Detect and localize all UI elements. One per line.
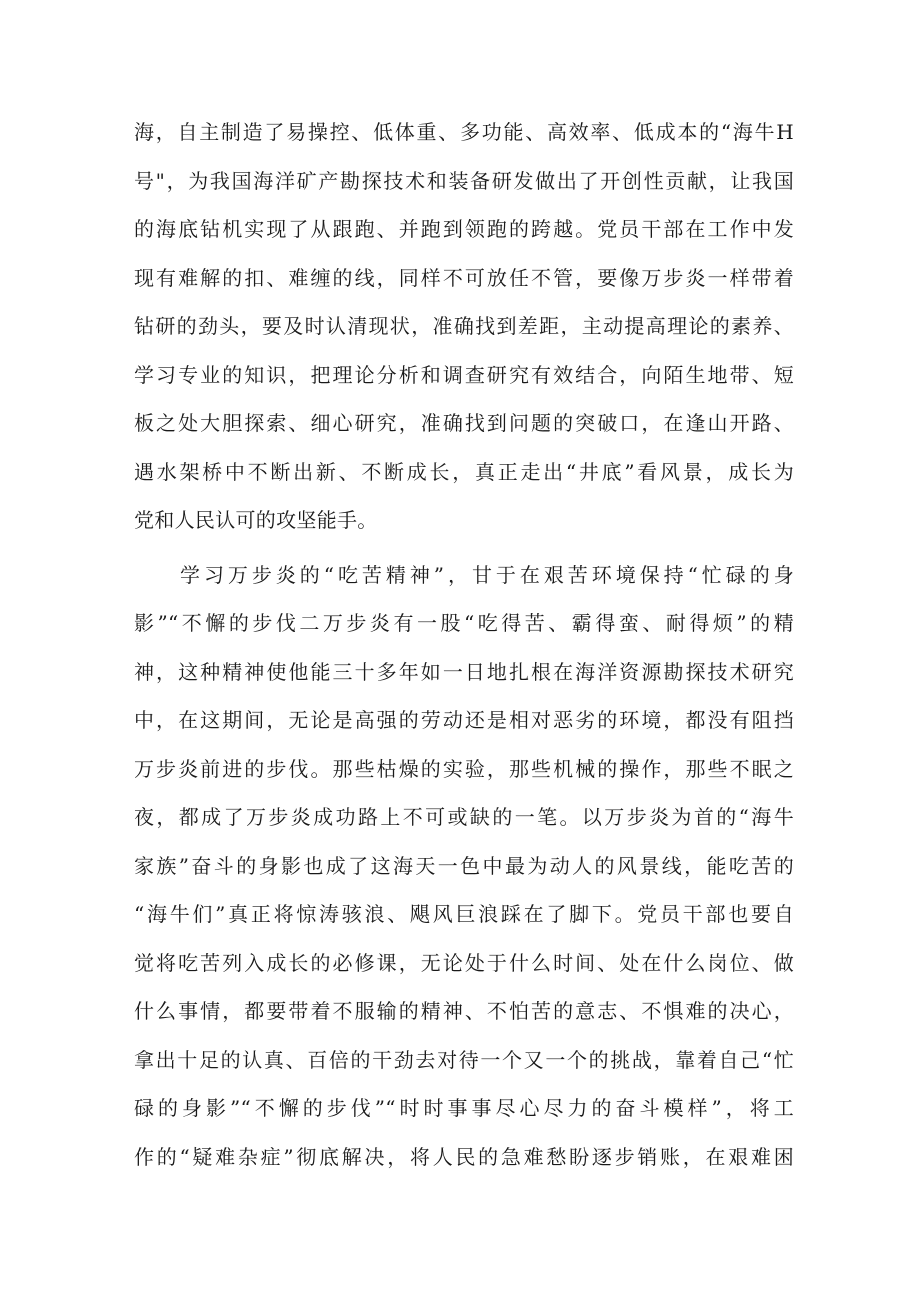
- text-line: 遇水架桥中不断出新、不断成长，真正走出“井底”看风景，成长为: [134, 459, 794, 484]
- text-line: 觉将吃苦列入成长的必修课，无论处于什么时间、处在什么岗位、做: [134, 950, 794, 975]
- text-line: 学习专业的知识，把理论分析和调查研究有效结合，向陌生地带、短: [134, 362, 794, 387]
- text-line: 拿出十足的认真、百倍的干劲去对待一个又一个的挑战，靠着自己“忙: [134, 1047, 794, 1072]
- text-line: 现有难解的扣、难缠的线，同样不可放任不管，要像万步炎一样带着: [134, 265, 794, 290]
- text-line: 万步炎前进的步伐。那些枯燥的实验，那些机械的操作，那些不眠之: [134, 756, 794, 781]
- paragraph-2: [134, 551, 794, 1182]
- document-body: [134, 108, 794, 1181]
- text-line: 党和人民认可的攻坚能手。: [134, 508, 378, 532]
- text-line: 家族”奋斗的身影也成了这海天一色中最为动人的风景线，能吃苦的: [134, 853, 794, 878]
- text-line: 夜，都成了万步炎成功路上不可或缺的一笔。以万步炎为首的“海牛: [134, 805, 794, 829]
- text-line: 的海底钻机实现了从跟跑、并跑到领跑的跨越。党员干部在工作中发: [134, 217, 794, 241]
- text-line: 号"，为我国海洋矿产勘探技术和装备研发做出了开创性贡献，让我国: [134, 168, 794, 193]
- text-line: 影”“不懈的步伐二万步炎有一股“吃得苦、霸得蛮、耐得烦”的精: [134, 611, 794, 635]
- text-line: 学习万步炎的“吃苦精神”，甘于在艰苦环境保持“忙碌的身: [180, 562, 794, 587]
- text-line: 钻研的劲头，要及时认清现状，准确找到差距，主动提高理论的素养、: [134, 314, 794, 338]
- text-line: 海，自主制造了易操控、低体重、多功能、高效率、低成本的“海牛H: [134, 120, 794, 144]
- text-line: 中，在这期间，无论是高强的劳动还是相对恶劣的环境，都没有阻挡: [134, 708, 794, 732]
- text-line: 碌的身影”“不懈的步伐”“时时事事尽心尽力的奋斗模样”，将工: [134, 1096, 794, 1120]
- text-line: 板之处大胆探索、细心研究，准确找到问题的突破口，在逢山开路、: [134, 411, 794, 435]
- paragraph-1: [134, 108, 794, 545]
- text-line: “海牛们”真正将惊涛骇浪、飓风巨浪踩在了脚下。党员干部也要自: [134, 902, 794, 926]
- text-line: 神，这种精神使他能三十多年如一日地扎根在海洋资源勘探技术研究: [134, 659, 794, 684]
- text-line: 作的“疑难杂症”彻底解决，将人民的急难愁盼逐步销账，在艰难困: [134, 1144, 794, 1169]
- text-line: 什么事情，都要带着不服输的精神、不怕苦的意志、不惧难的决心，: [134, 999, 794, 1023]
